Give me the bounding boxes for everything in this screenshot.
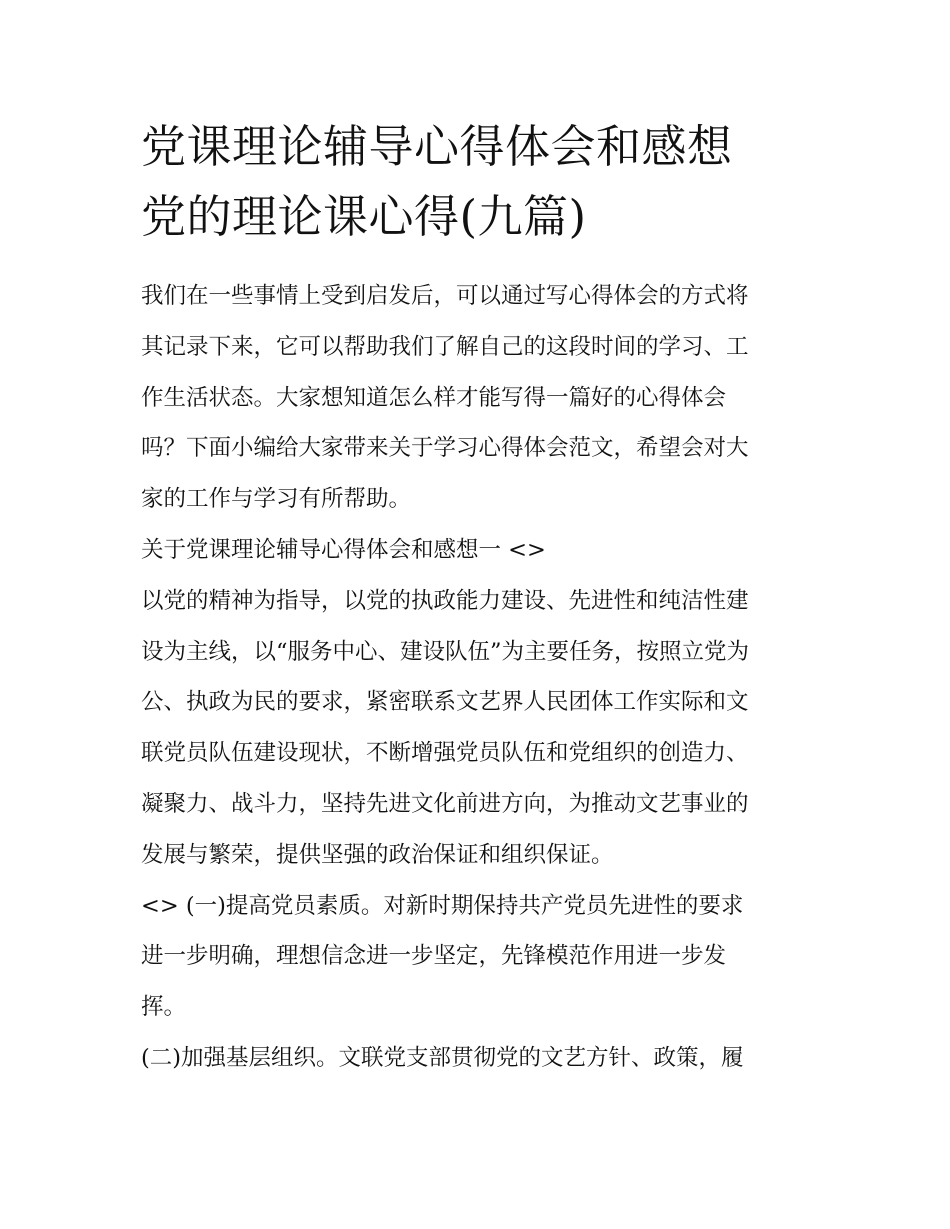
body-line: 进一步明确，理想信念进一步坚定，先锋模范作用进一步发 — [141, 943, 727, 970]
document-body — [141, 271, 821, 1084]
body-line: 其记录下来，它可以帮助我们了解自己的这段时间的学习、工 — [141, 333, 749, 360]
body-line: (二)加强基层组织。文联党支部贯彻党的文艺方针、政策，履 — [141, 1044, 744, 1071]
document-title — [141, 112, 821, 252]
body-line: 公、执政为民的要求，紧密联系文艺界人民团体工作实际和文 — [141, 689, 749, 716]
body-line: 发展与繁荣，提供坚强的政治保证和组织保证。 — [141, 841, 614, 868]
body-line: 设为主线，以“服务中心、建设队伍”为主要任务，按照立党为 — [141, 638, 750, 665]
body-line: 凝聚力、战斗力，坚持先进文化前进方向，为推动文艺事业的 — [141, 790, 749, 817]
document-page — [141, 112, 821, 1084]
title-line-2: 党的理论课心得(九篇) — [141, 190, 587, 243]
body-line: 作生活状态。大家想知道怎么样才能写得一篇好的心得体会 — [141, 384, 727, 411]
body-line: 以党的精神为指导，以党的执政能力建设、先进性和纯洁性建 — [141, 587, 749, 614]
title-line-1: 党课理论辅导心得体会和感想 — [141, 120, 733, 173]
body-line: 家的工作与学习有所帮助。 — [141, 486, 412, 513]
body-line: 联党员队伍建设现状，不断增强党员队伍和党组织的创造力、 — [141, 740, 749, 767]
section-heading: 关于党课理论辅导心得体会和感想一 <> — [141, 536, 546, 563]
body-line: <> (一)提高党员素质。对新时期保持共产党员先进性的要求 — [141, 892, 744, 919]
body-line: 挥。 — [141, 994, 187, 1021]
body-line: 我们在一些事情上受到启发后，可以通过写心得体会的方式将 — [141, 283, 749, 309]
body-line: 吗？下面小编给大家带来关于学习心得体会范文，希望会对大 — [141, 435, 749, 462]
